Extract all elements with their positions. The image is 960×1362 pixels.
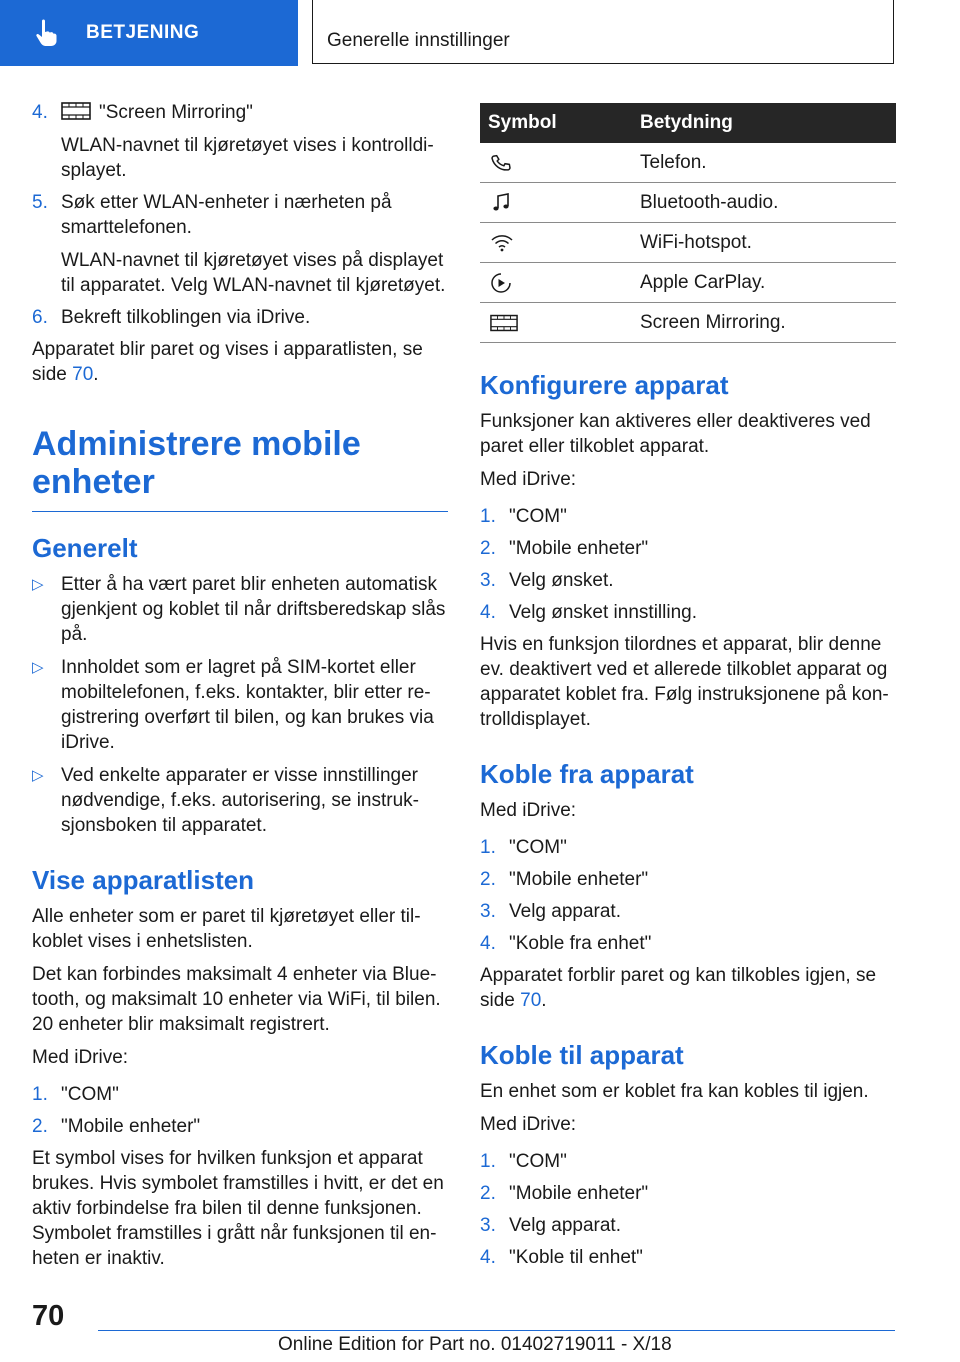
step-number: 4.	[480, 1247, 496, 1268]
table-row	[480, 303, 896, 343]
step-text: Søk etter WLAN-enheter i nærheten på smarttelefonen.	[61, 192, 392, 238]
step-text: "COM"	[509, 837, 567, 858]
bullet-text: Innholdet som er lagret på SIM-kortet eller mobiltelefonen, f.eks. kontakter, blir etter re-gistrering overført til bilen, og kan brukes via iDrive.	[61, 657, 434, 753]
list-item	[480, 835, 896, 860]
step-text: Velg ønsket innstilling.	[509, 602, 697, 623]
step-text: "Mobile enheter"	[509, 1183, 649, 1204]
page-number: 70	[32, 1300, 65, 1332]
paragraph: Hvis en funksjon tilordnes et apparat, blir denne ev. deaktivert ved et allerede tilkoblet apparat og apparatet koblet fra. Følg instruksjonene på kon-trolldisplayet.	[480, 634, 889, 730]
list-item	[480, 1245, 896, 1270]
screen-mirroring-icon	[61, 102, 91, 120]
list-item	[480, 1213, 896, 1238]
list-item	[480, 504, 896, 529]
triangle-bullet-icon: ▷	[32, 767, 44, 784]
table-row	[480, 143, 896, 183]
with-idrive-label: Med iDrive:	[480, 1114, 577, 1135]
step-number: 5.	[32, 192, 48, 213]
step-text: Velg apparat.	[509, 901, 621, 922]
step-text: "Koble til enhet"	[509, 1247, 643, 1268]
step-number: 2.	[480, 1183, 496, 1204]
paragraph: Alle enheter som er paret til kjøretøyet eller til-koblet vises i enhetslisten.	[32, 906, 421, 952]
chapter-title-box	[312, 0, 894, 64]
paragraph: Et symbol vises for hvilken funksjon et apparat brukes. Hvis symbolet framstilles i hvitt, er det en aktiv forbindelse fra bilen til denne funksjonen. Symbolet framstilles i grått når funksjonen til en-heten er inaktiv.	[32, 1148, 444, 1269]
list-item	[32, 655, 448, 755]
table-cell-meaning: Screen Mirroring.	[632, 303, 896, 343]
step-text: Bekreft tilkoblingen via iDrive.	[61, 307, 311, 328]
list-item	[32, 763, 448, 838]
triangle-bullet-icon: ▷	[32, 576, 44, 593]
step-number: 4.	[32, 102, 48, 123]
step-number: 1.	[480, 506, 496, 527]
phone-icon	[490, 152, 512, 174]
step-number: 1.	[480, 837, 496, 858]
right-column	[480, 103, 896, 1277]
list-item	[480, 568, 896, 593]
with-idrive-label: Med iDrive:	[480, 469, 577, 490]
left-column	[32, 100, 448, 1279]
step-text: "Koble fra enhet"	[509, 933, 652, 954]
table-cell-meaning: Apple CarPlay.	[632, 263, 896, 303]
step-number: 1.	[480, 1151, 496, 1172]
list-item	[480, 536, 896, 561]
page-link[interactable]: 70	[72, 364, 94, 385]
step-number: 2.	[32, 1116, 48, 1137]
list-item	[32, 190, 448, 298]
list-item	[32, 305, 448, 330]
step-subtext: WLAN-navnet til kjøretøyet vises på displayet til apparatet. Velg WLAN-navnet til kjøretøyet.	[61, 250, 446, 296]
list-item	[32, 1082, 448, 1107]
subsection-heading-configure: Konfigurere apparat	[480, 370, 729, 400]
list-item	[32, 572, 448, 647]
music-note-icon	[490, 192, 512, 214]
step-text: "Screen Mirroring"	[99, 102, 253, 123]
with-idrive-label: Med iDrive:	[32, 1047, 129, 1068]
table-header-symbol: Symbol	[480, 103, 632, 143]
footer-edition: Online Edition for Part no. 01402719011 - X/18	[278, 1334, 672, 1355]
paragraph: Det kan forbindes maksimalt 4 enheter via Blue-tooth, og maksimalt 10 enheter via WiFi, til bilen. 20 enheter blir maksimalt registrert.	[32, 964, 441, 1035]
step-number: 2.	[480, 869, 496, 890]
section-label: BETJENING	[86, 22, 200, 43]
list-item	[32, 100, 448, 183]
step-number: 4.	[480, 933, 496, 954]
list-item	[480, 867, 896, 892]
subsection-heading-general: Generelt	[32, 533, 138, 563]
paragraph: Funksjoner kan aktiveres eller deaktiveres ved paret eller tilkoblet apparat.	[480, 411, 871, 457]
table-cell-meaning: Bluetooth-audio.	[632, 183, 896, 223]
step-text: Velg apparat.	[509, 1215, 621, 1236]
section-heading: Administrere mobile enheter	[32, 425, 448, 512]
step-number: 3.	[480, 570, 496, 591]
table-row	[480, 263, 896, 303]
screen-mirroring-icon	[490, 314, 518, 332]
table-row	[480, 223, 896, 263]
step-number: 1.	[32, 1084, 48, 1105]
step-text: Velg ønsket.	[509, 570, 614, 591]
table-header-meaning: Betydning	[632, 103, 896, 143]
subsection-heading-device-list: Vise apparatlisten	[32, 865, 255, 895]
step-text: "COM"	[61, 1084, 119, 1105]
list-item	[480, 1181, 896, 1206]
with-idrive-label: Med iDrive:	[480, 800, 577, 821]
step-number: 3.	[480, 1215, 496, 1236]
step-subtext: WLAN-navnet til kjøretøyet vises i kontrolldi-splayet.	[61, 135, 434, 181]
paragraph: En enhet som er koblet fra kan kobles til igjen.	[480, 1081, 869, 1102]
step-number: 2.	[480, 538, 496, 559]
footer-divider	[98, 1330, 895, 1331]
list-item	[480, 600, 896, 625]
step-text: "Mobile enheter"	[509, 538, 649, 559]
bullet-text: Ved enkelte apparater er visse innstillinger nødvendige, f.eks. autorisering, se instruk-sjonsboken til apparatet.	[61, 765, 420, 836]
triangle-bullet-icon: ▷	[32, 659, 44, 676]
list-item	[480, 931, 896, 956]
symbol-table	[480, 103, 896, 343]
table-cell-meaning: WiFi-hotspot.	[632, 223, 896, 263]
step-text: "Mobile enheter"	[61, 1116, 201, 1137]
list-item	[480, 899, 896, 924]
subsection-heading-disconnect: Koble fra apparat	[480, 759, 694, 789]
page-link[interactable]: 70	[520, 990, 542, 1011]
step-number: 6.	[32, 307, 48, 328]
table-row	[480, 183, 896, 223]
carplay-icon	[490, 272, 512, 294]
section-tab	[0, 0, 298, 66]
chapter-title: Generelle innstillinger	[327, 30, 510, 51]
subsection-heading-connect: Koble til apparat	[480, 1040, 684, 1070]
step-text: "COM"	[509, 1151, 567, 1172]
step-text: "COM"	[509, 506, 567, 527]
list-item	[480, 1149, 896, 1174]
wifi-icon	[490, 233, 514, 253]
list-item	[32, 1114, 448, 1139]
bullet-text: Etter å ha vært paret blir enheten automatisk gjenkjent og koblet til når driftsberedskap slås på.	[61, 574, 446, 645]
page-header	[0, 0, 960, 66]
paired-paragraph: Apparatet blir paret og vises i apparatlisten, se side 70.	[32, 339, 423, 385]
paragraph: Apparatet forblir paret og kan tilkobles igjen, se side 70.	[480, 965, 877, 1011]
hand-pointer-icon	[26, 13, 66, 53]
step-number: 4.	[480, 602, 496, 623]
step-number: 3.	[480, 901, 496, 922]
table-cell-meaning: Telefon.	[632, 143, 896, 183]
step-text: "Mobile enheter"	[509, 869, 649, 890]
